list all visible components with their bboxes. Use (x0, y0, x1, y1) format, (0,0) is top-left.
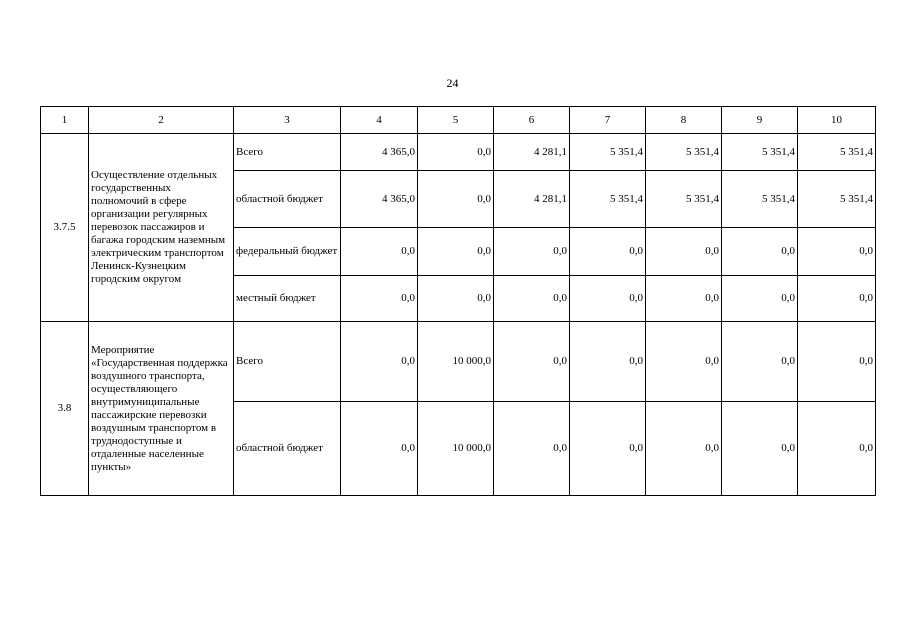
value-cell: 10 000,0 (418, 402, 494, 496)
header-row (41, 107, 876, 134)
value-cell: 0,0 (798, 276, 876, 322)
value-cell: 0,0 (494, 276, 570, 322)
value-cell: 0,0 (570, 322, 646, 402)
header-cell: 10 (798, 107, 876, 134)
value-cell: 5 351,4 (646, 171, 722, 228)
value-cell: 0,0 (646, 322, 722, 402)
funding-source: Всего (234, 322, 341, 402)
value-cell: 5 351,4 (722, 134, 798, 171)
value-cell: 0,0 (570, 276, 646, 322)
value-cell: 0,0 (798, 322, 876, 402)
funding-source: областной бюджет (234, 402, 341, 496)
value-cell: 0,0 (494, 228, 570, 276)
header-cell: 6 (494, 107, 570, 134)
value-cell: 0,0 (418, 171, 494, 228)
value-cell: 5 351,4 (570, 171, 646, 228)
value-cell: 4 281,1 (494, 134, 570, 171)
value-cell: 0,0 (646, 402, 722, 496)
budget-table (40, 106, 876, 496)
value-cell: 0,0 (341, 276, 418, 322)
header-cell: 2 (89, 107, 234, 134)
value-cell: 0,0 (722, 402, 798, 496)
value-cell: 0,0 (418, 228, 494, 276)
header-cell: 5 (418, 107, 494, 134)
value-cell: 5 351,4 (646, 134, 722, 171)
value-cell: 0,0 (646, 228, 722, 276)
funding-source: Всего (234, 134, 341, 171)
value-cell: 0,0 (494, 402, 570, 496)
value-cell: 0,0 (722, 276, 798, 322)
value-cell: 5 351,4 (798, 134, 876, 171)
item-code: 3.8 (41, 322, 89, 496)
value-cell: 10 000,0 (418, 322, 494, 402)
value-cell: 0,0 (798, 228, 876, 276)
value-cell: 0,0 (341, 402, 418, 496)
funding-source: местный бюджет (234, 276, 341, 322)
value-cell: 4 365,0 (341, 134, 418, 171)
item-code: 3.7.5 (41, 134, 89, 322)
value-cell: 5 351,4 (570, 134, 646, 171)
table-row (41, 322, 876, 402)
value-cell: 4 365,0 (341, 171, 418, 228)
header-cell: 7 (570, 107, 646, 134)
funding-source: федеральный бюджет (234, 228, 341, 276)
funding-source: областной бюджет (234, 171, 341, 228)
value-cell: 0,0 (494, 322, 570, 402)
item-name: Мероприятие «Государственная поддержка воздушного транспорта, осуществляющего внутримуниципальные пассажирские перевозки воздушным транспортом в труднодоступные и отдаленные населенные пункты» (89, 322, 234, 496)
header-cell: 8 (646, 107, 722, 134)
value-cell: 0,0 (570, 402, 646, 496)
value-cell: 0,0 (418, 134, 494, 171)
value-cell: 0,0 (798, 402, 876, 496)
value-cell: 0,0 (722, 322, 798, 402)
header-cell: 3 (234, 107, 341, 134)
table-row (41, 134, 876, 171)
value-cell: 4 281,1 (494, 171, 570, 228)
header-cell: 9 (722, 107, 798, 134)
value-cell: 0,0 (418, 276, 494, 322)
header-cell: 1 (41, 107, 89, 134)
value-cell: 5 351,4 (722, 171, 798, 228)
value-cell: 0,0 (341, 228, 418, 276)
value-cell: 0,0 (646, 276, 722, 322)
item-name: Осуществление отдельных государственных полномочий в сфере организации регулярных перевозок пассажиров и багажа городским наземным электрическим транспортом Ленинск-Кузнецким городским округом (89, 134, 234, 322)
value-cell: 5 351,4 (798, 171, 876, 228)
value-cell: 0,0 (722, 228, 798, 276)
page-number: 24 (446, 76, 459, 90)
value-cell: 0,0 (341, 322, 418, 402)
header-cell: 4 (341, 107, 418, 134)
value-cell: 0,0 (570, 228, 646, 276)
